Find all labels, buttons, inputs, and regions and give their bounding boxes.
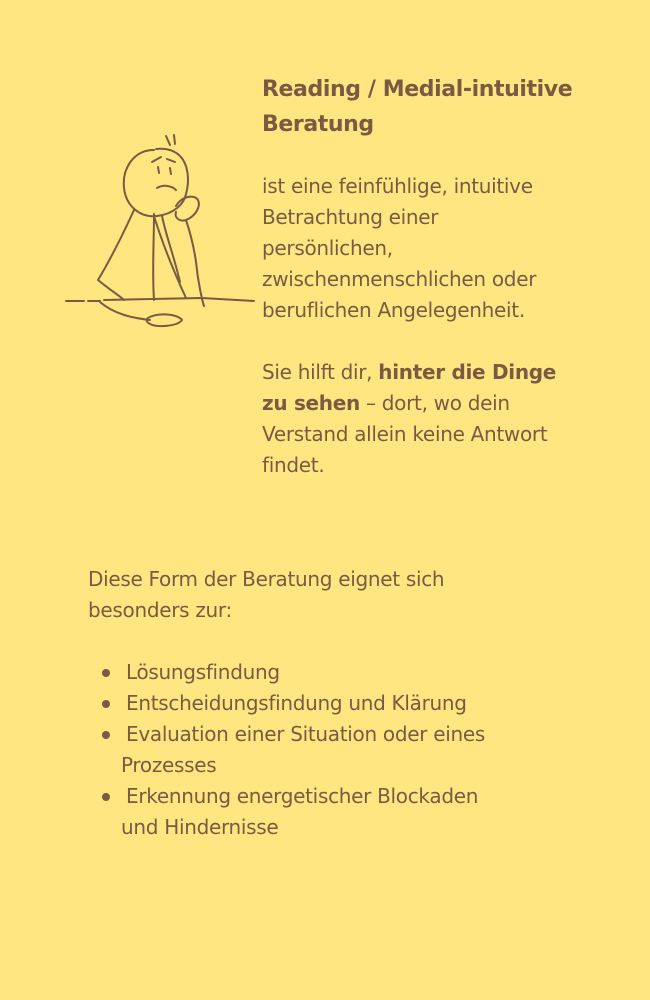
list-item	[88, 688, 568, 719]
list-item-text: Entscheidungsfindung und Klärung	[126, 691, 467, 715]
benefit-paragraph	[262, 357, 602, 481]
list-item-text: Lösungsfindung	[126, 660, 280, 684]
list-item-text: Evaluation einer Situation oder eines	[126, 722, 485, 746]
description-paragraph	[262, 171, 602, 326]
intro-line-1: Diese Form der Beratung eignet sich	[88, 567, 445, 591]
benefit-emphasis-2: zu sehen	[262, 391, 360, 415]
use-cases-section	[88, 564, 568, 843]
page-title	[262, 72, 602, 142]
benefit-suffix: – dort, wo dein	[359, 391, 510, 415]
benefit-emphasis-1: hinter die Dinge	[378, 360, 557, 384]
use-cases-list	[88, 657, 568, 843]
bullet-icon	[102, 731, 110, 739]
benefit-prefix: Sie hilft dir,	[262, 360, 379, 384]
description-line-5: beruflichen Angelegenheit.	[262, 298, 525, 322]
title-line-2: Beratung	[262, 112, 374, 137]
description-line-4: zwischenmenschlichen oder	[262, 267, 537, 291]
thinking-figure-illustration	[62, 132, 258, 334]
description-line-1: ist eine feinfühlige, intuitive	[262, 174, 533, 198]
list-item-text: Erkennung energetischer Blockaden	[126, 784, 479, 808]
bullet-icon	[102, 793, 110, 801]
benefit-line-4: findet.	[262, 453, 325, 477]
title-line-1: Reading / Medial-intuitive	[262, 77, 573, 102]
right-text-column	[262, 72, 602, 481]
list-item	[88, 781, 568, 843]
list-item-text-continued: und Hindernisse	[121, 815, 279, 839]
bullet-icon	[102, 700, 110, 708]
description-line-2: Betrachtung einer	[262, 205, 439, 229]
list-item	[88, 657, 568, 688]
intro-line-2: besonders zur:	[88, 598, 232, 622]
use-cases-intro	[88, 564, 568, 626]
benefit-line-3: Verstand allein keine Antwort	[262, 422, 548, 446]
bullet-icon	[102, 669, 110, 677]
list-item-text-continued: Prozesses	[121, 753, 217, 777]
list-item	[88, 719, 568, 781]
description-line-3: persönlichen,	[262, 236, 393, 260]
